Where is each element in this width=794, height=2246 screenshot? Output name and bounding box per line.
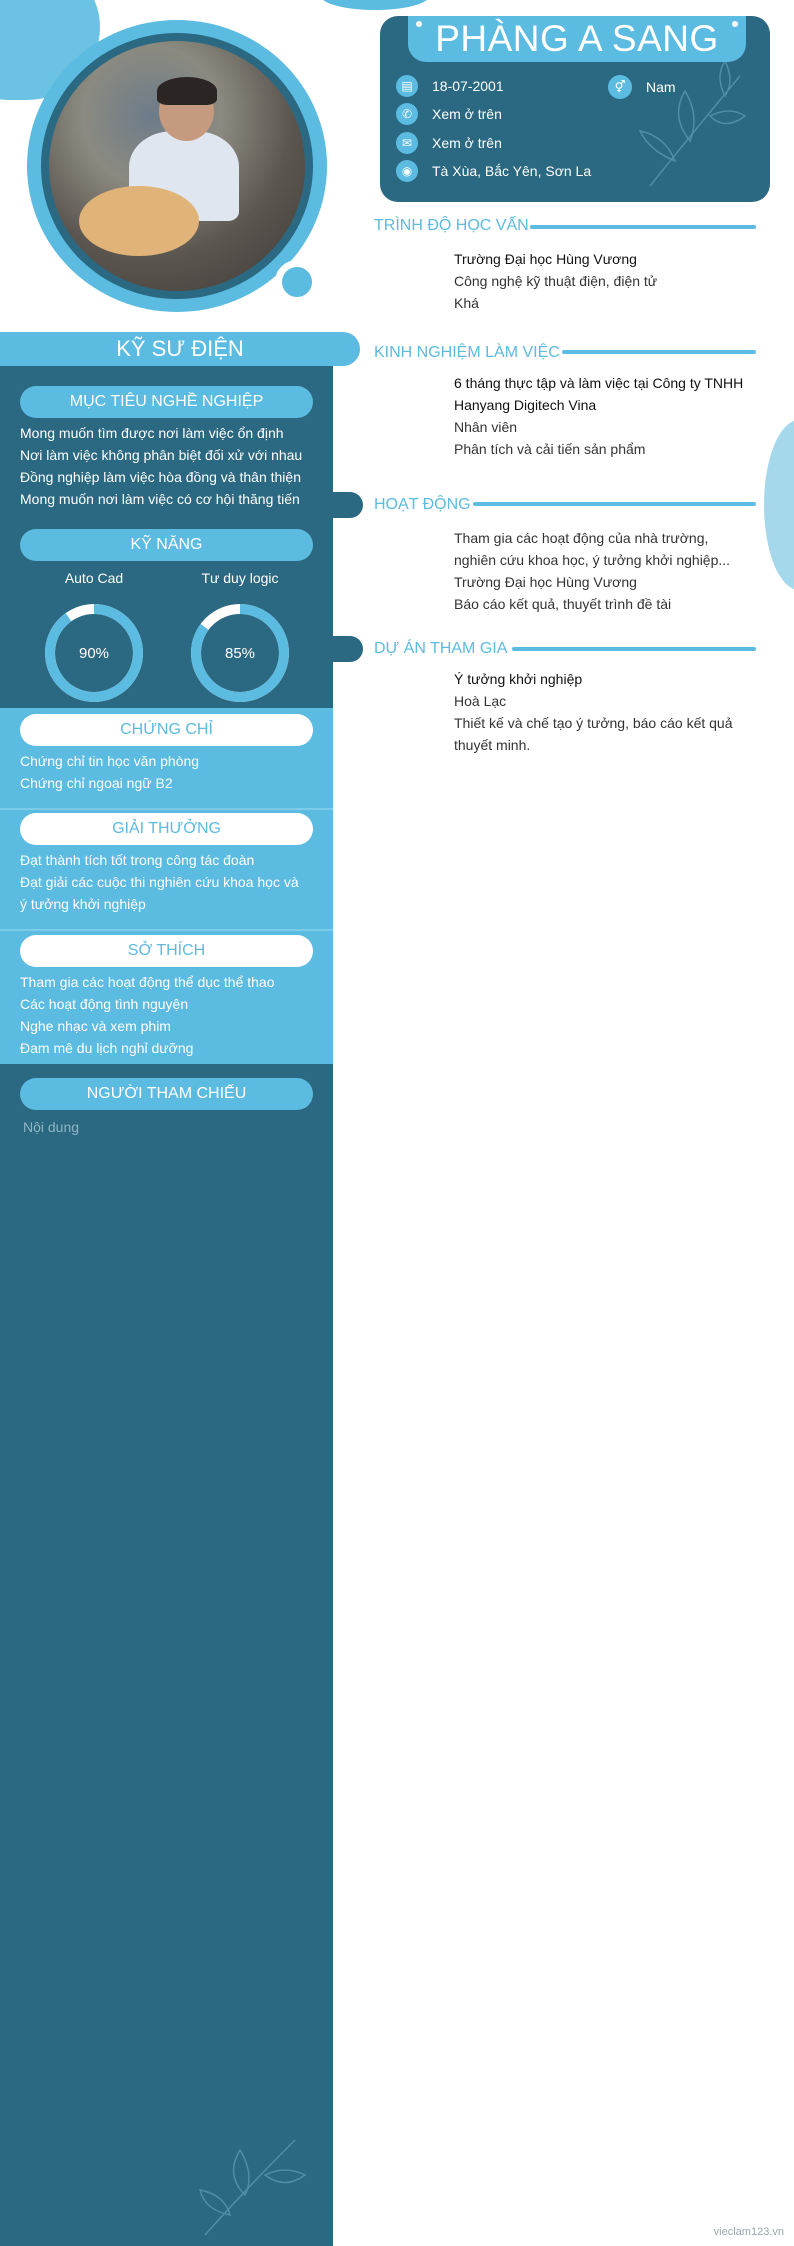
certificates-list: [20, 750, 320, 794]
phone-text: Xem ở trên: [432, 106, 502, 122]
avatar: [27, 20, 327, 312]
email-text: Xem ở trên: [432, 135, 502, 151]
hobby-line: Đam mê du lịch nghỉ dưỡng: [20, 1040, 194, 1056]
references-title: NGƯỜI THAM CHIẾU: [20, 1078, 313, 1110]
section-tab: [333, 636, 363, 662]
section-tab: [333, 492, 363, 518]
activities-title: HOẠT ĐỘNG: [374, 496, 471, 513]
objective-line: Mong muốn tìm được nơi làm việc ổn định: [20, 425, 284, 441]
divider: [0, 808, 333, 810]
section-rule: [562, 350, 756, 354]
experience-description: Phân tích và cải tiến sản phẩm: [454, 441, 646, 457]
gender-text: Nam: [646, 79, 676, 95]
projects-title: DỰ ÁN THAM GIA: [374, 640, 508, 657]
project-description: Thiết kế và chế tạo ý tưởng, báo cáo kết quả: [454, 715, 733, 731]
activities-line: Trường Đại học Hùng Vương: [454, 574, 637, 590]
activities-line: Báo cáo kết quả, thuyết trình đề tài: [454, 596, 672, 612]
candidate-name: [408, 16, 746, 62]
gender-row: [608, 75, 676, 99]
objective-line: Đồng nghiệp làm việc hòa đồng và thân thiện: [20, 469, 301, 485]
decor-blob: [320, 0, 430, 10]
objective-title: MỤC TIÊU NGHỀ NGHIỆP: [20, 386, 313, 418]
hobby-line: Nghe nhạc và xem phim: [20, 1018, 171, 1034]
avatar-badge: [275, 260, 319, 304]
activities-content: [454, 527, 764, 615]
project-place: Hoà Lạc: [454, 693, 507, 709]
name-text: PHÀNG A SANG: [435, 18, 719, 59]
projects-content: [454, 668, 764, 756]
hobbies-list: [20, 971, 320, 1059]
job-title: KỸ SƯ ĐIỆN: [0, 332, 360, 366]
objective-line: Mong muốn nơi làm việc có cơ hội thăng tiến: [20, 491, 300, 507]
education-content: [454, 248, 657, 314]
mail-icon: ✉: [396, 132, 418, 154]
birthdate-text: 18-07-2001: [432, 78, 504, 94]
hobby-line: Các hoạt động tình nguyện: [20, 996, 189, 1012]
award-line: Đạt thành tích tốt trong công tác đoàn: [20, 852, 255, 868]
awards-list: [20, 849, 320, 915]
hobby-line: Tham gia các hoạt động thể dục thể thao: [20, 974, 275, 990]
references-placeholder: Nội dung: [23, 1119, 80, 1135]
certificate-line: Chứng chỉ tin học văn phòng: [20, 753, 200, 769]
section-rule: [530, 225, 756, 229]
certificate-line: Chứng chỉ ngoại ngữ B2: [20, 775, 173, 791]
cake-icon: ▤: [396, 75, 418, 97]
divider: [0, 929, 333, 931]
section-rule: [473, 502, 756, 506]
decor-blob: [764, 420, 794, 590]
address-row: [396, 160, 591, 182]
objective-line: Nơi làm việc không phân biệt đối xử với nhau: [20, 447, 303, 463]
major: Công nghệ kỹ thuật điện, điện tử: [454, 273, 658, 289]
profile-photo: [49, 41, 305, 291]
phone-row: [396, 103, 502, 125]
grade: Khá: [454, 295, 479, 311]
project-description: thuyết minh.: [454, 737, 531, 753]
skill-percent: 85%: [224, 645, 256, 662]
activities-line: Tham gia các hoạt động của nhà trường,: [454, 530, 709, 546]
school-name: Trường Đại học Hùng Vương: [454, 251, 637, 267]
award-line: Đạt giải các cuộc thi nghiên cứu khoa học và: [20, 874, 299, 890]
skill-gauge: [190, 603, 290, 703]
location-pin-icon: ◉: [396, 160, 418, 182]
hobbies-title: SỞ THÍCH: [20, 935, 313, 967]
certificates-title: CHỨNG CHỈ: [20, 714, 313, 746]
watermark: vieclam123.vn: [713, 2226, 784, 2238]
skills-title: KỸ NĂNG: [20, 529, 313, 561]
leaf-decoration-icon: [195, 2130, 315, 2240]
experience-company: Hanyang Digitech Vina: [454, 397, 597, 413]
email-row: [396, 132, 502, 154]
experience-content: [454, 372, 764, 460]
phone-icon: ✆: [396, 103, 418, 125]
objective-list: [20, 422, 320, 510]
gender-icon: ⚥: [608, 75, 632, 99]
experience-position: Nhân viên: [454, 419, 518, 435]
skill-gauge: [44, 603, 144, 703]
project-name: Ý tưởng khởi nghiệp: [454, 671, 583, 687]
skill-name: Tư duy logic: [201, 570, 279, 586]
experience-company: 6 tháng thực tập và làm việc tại Công ty TNHH: [454, 375, 744, 391]
award-line: ý tưởng khởi nghiệp: [20, 896, 146, 912]
experience-title: KINH NGHIỆM LÀM VIỆC: [374, 344, 560, 361]
birthdate-row: [396, 75, 504, 97]
education-title: TRÌNH ĐỘ HỌC VẤN: [374, 217, 529, 234]
activities-line: nghiên cứu khoa học, ý tưởng khởi nghiệp...: [454, 552, 731, 568]
skill-percent: 90%: [78, 645, 110, 662]
skill-name: Auto Cad: [64, 570, 124, 586]
address-text: Tà Xùa, Bắc Yên, Sơn La: [432, 163, 592, 179]
awards-title: GIẢI THƯỞNG: [20, 813, 313, 845]
section-rule: [512, 647, 756, 651]
